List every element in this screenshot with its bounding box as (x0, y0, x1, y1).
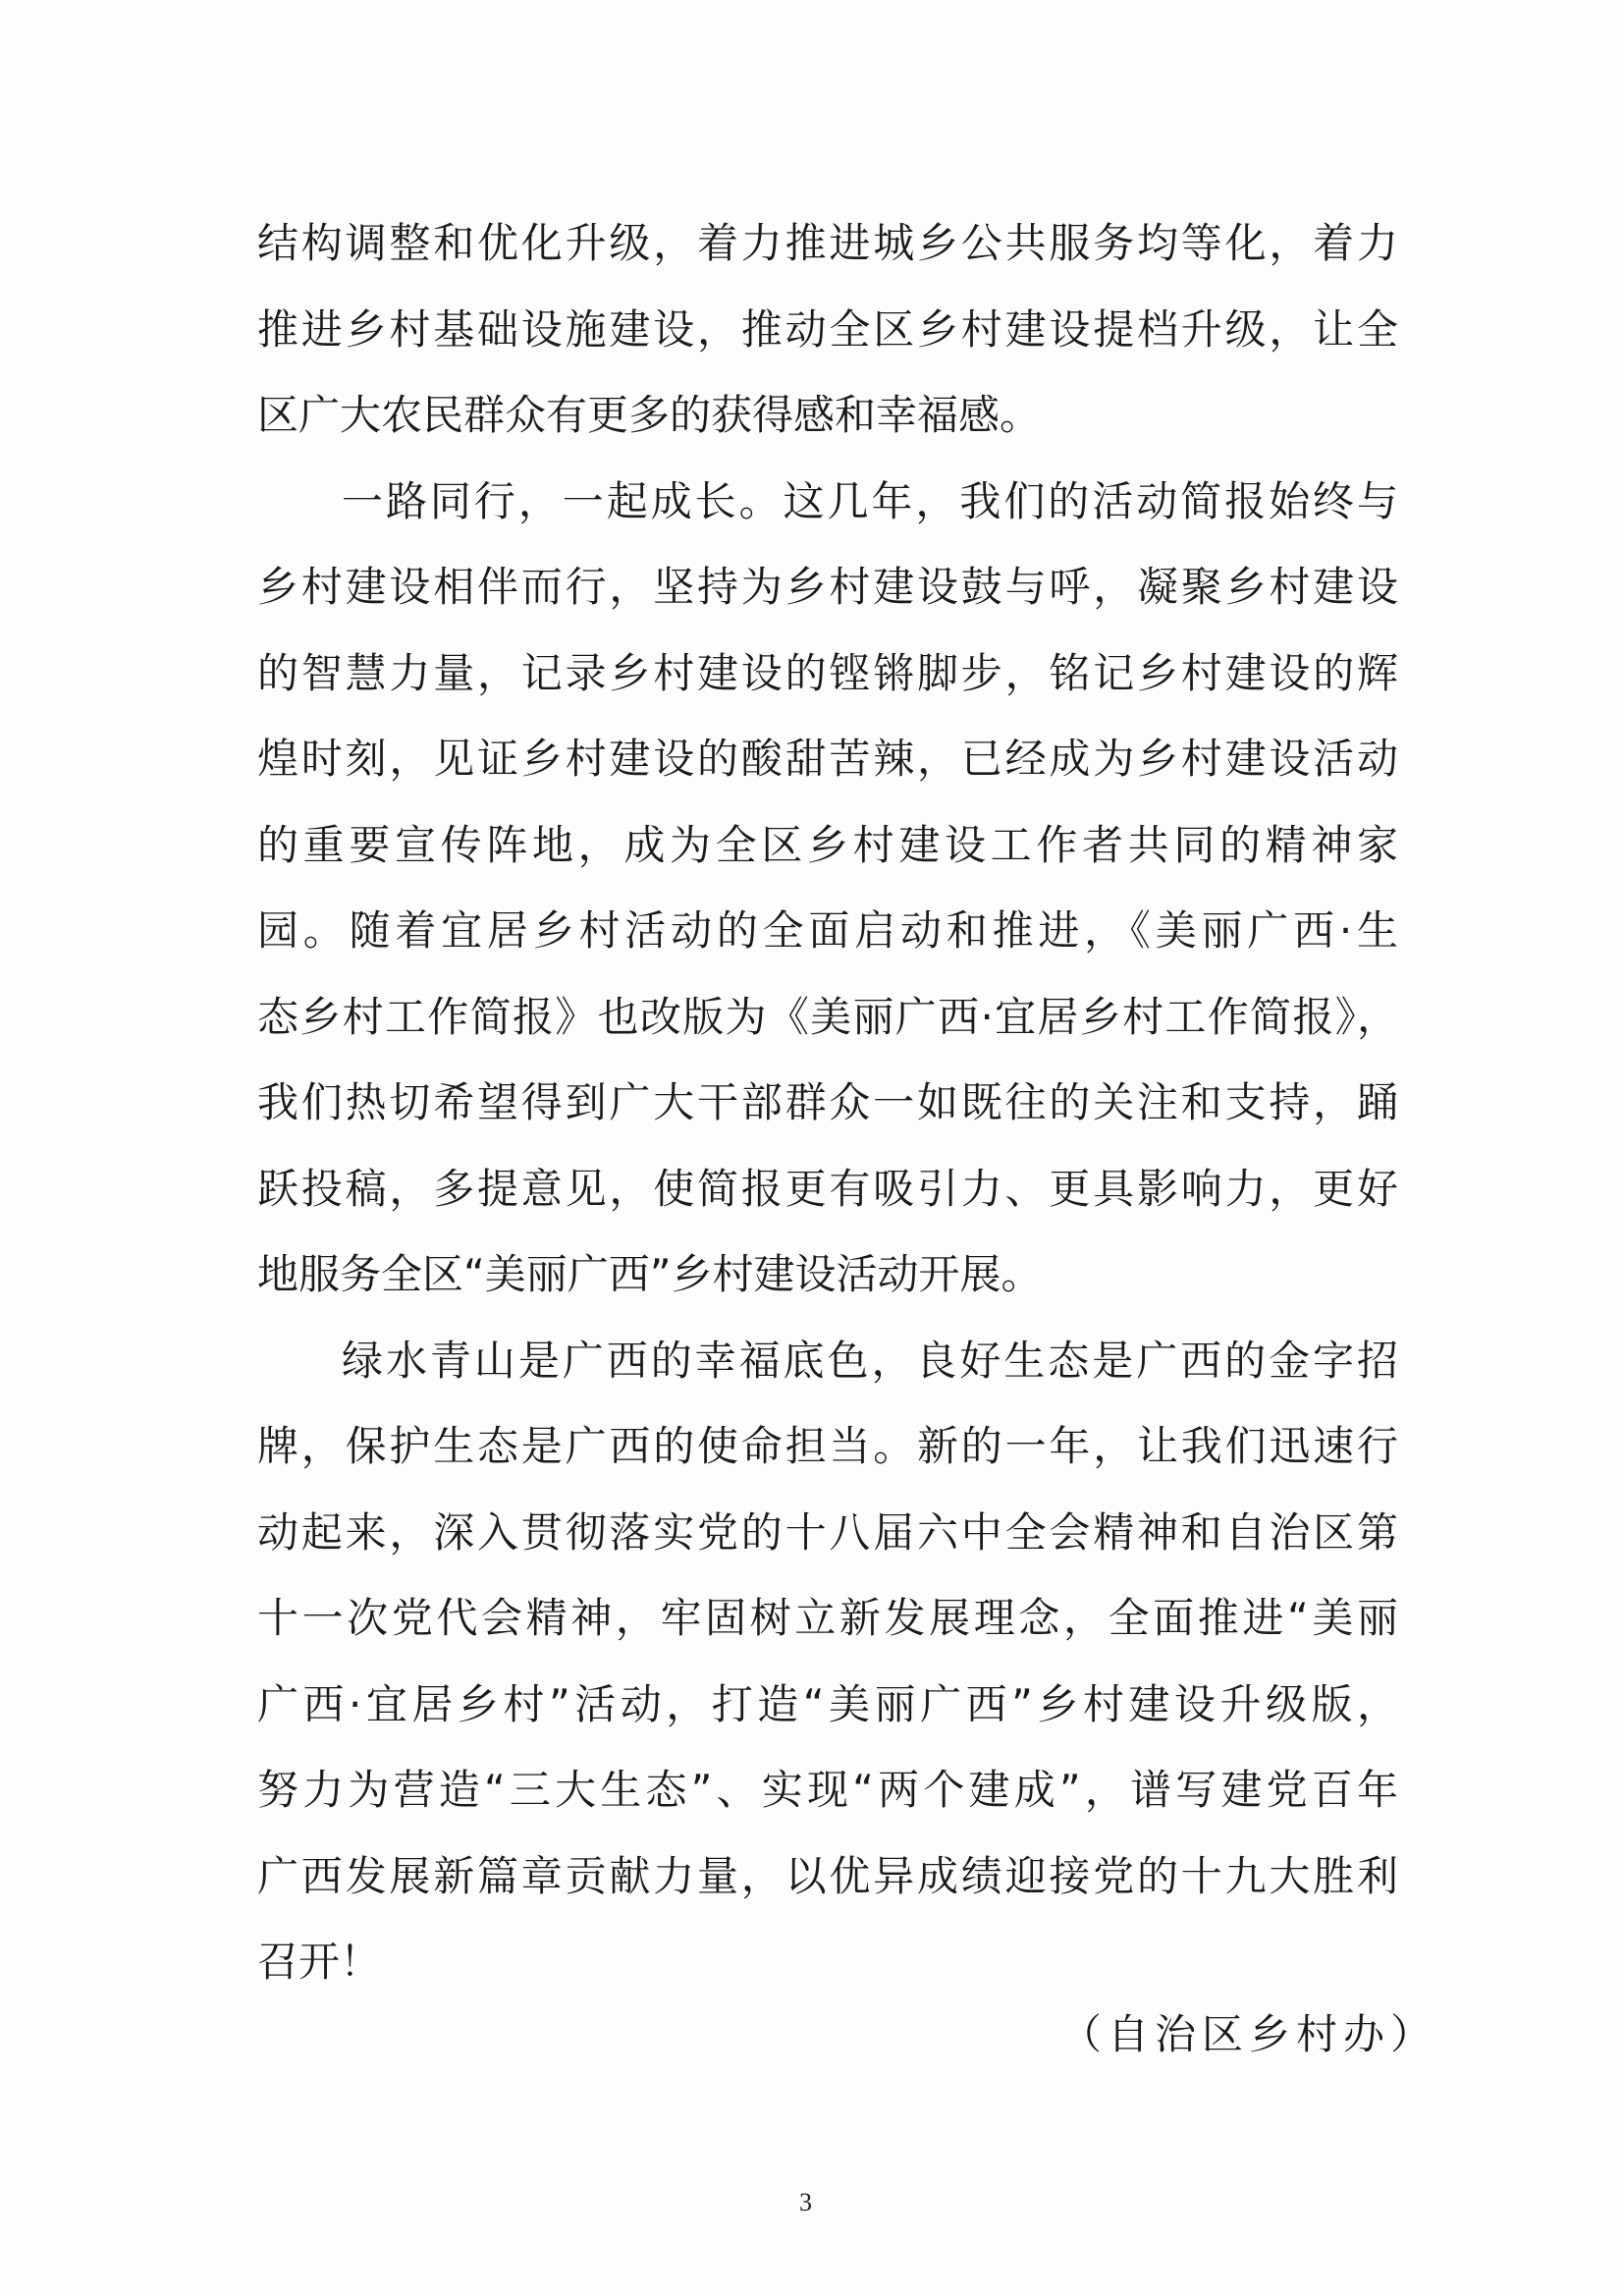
text-line: 召开！ (257, 1938, 382, 1986)
text-line: 地服务全区“美丽广西”乡村建设活动开展。 (257, 1250, 1043, 1298)
text-line: 动起来，深入贯彻落实党的十八届六中全会精神和自治区第 (257, 1508, 1398, 1557)
text-line: 推进乡村基础设施建设，推动全区乡村建设提档升级，让全 (257, 305, 1398, 354)
text-line: 煌时刻，见证乡村建设的酸甜苦辣，已经成为乡村建设活动 (257, 735, 1398, 783)
text-line: 的智慧力量，记录乡村建设的铿锵脚步，铭记乡村建设的辉 (257, 649, 1398, 697)
text-line: 十一次党代会精神，牢固树立新发展理念，全面推进“美丽 (257, 1594, 1398, 1642)
signature: （自治区乡村办） (1060, 2010, 1438, 2058)
text-line: 态乡村工作简报》也改版为《美丽广西·宜居乡村工作简报》， (257, 993, 1398, 1041)
page-number: 3 (799, 2188, 812, 2216)
text-line: 园。随着宜居乡村活动的全面启动和推进，《美丽广西·生 (257, 906, 1398, 955)
text-line: 结构调整和优化升级，着力推进城乡公共服务均等化，着力 (257, 219, 1398, 267)
text-line: 努力为营造“三大生态”、实现“两个建成”，谱写建党百年 (257, 1766, 1398, 1814)
text-line: 我们热切希望得到广大干部群众一如既往的关注和支持，踊 (257, 1078, 1398, 1126)
text-line: 广西发展新篇章贡献力量，以优异成绩迎接党的十九大胜利 (257, 1852, 1398, 1900)
text-line: 一路同行，一起成长。这几年，我们的活动简报始终与 (342, 477, 1398, 525)
text-line: 跃投稿，多提意见，使简报更有吸引力、更具影响力，更好 (257, 1165, 1398, 1213)
text-line: 广西·宜居乡村”活动，打造“美丽广西”乡村建设升级版， (257, 1680, 1398, 1728)
text-line: 区广大农民群众有更多的获得感和幸福感。 (257, 391, 1042, 439)
text-line: 绿水青山是广西的幸福底色，良好生态是广西的金字招 (342, 1337, 1398, 1385)
text-line: 的重要宣传阵地，成为全区乡村建设工作者共同的精神家 (257, 821, 1398, 869)
text-line: 牌，保护生态是广西的使命担当。新的一年，让我们迅速行 (257, 1422, 1398, 1470)
text-line: 乡村建设相伴而行，坚持为乡村建设鼓与呼，凝聚乡村建设 (257, 563, 1398, 611)
